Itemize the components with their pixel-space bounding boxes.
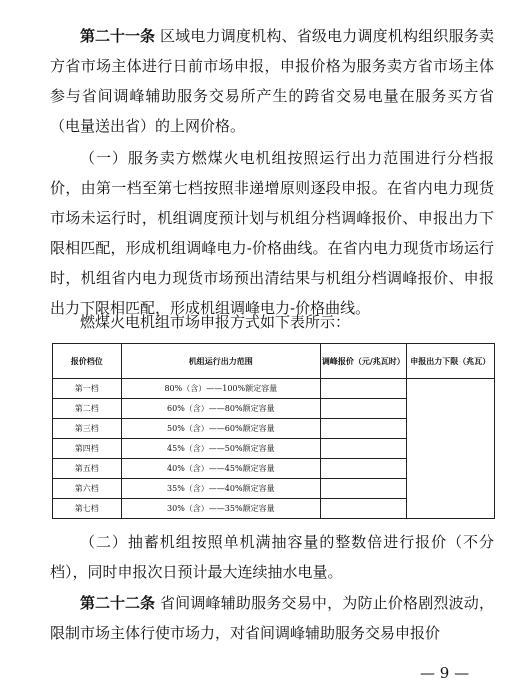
range-cell: 45%（含）——50%额定容量: [121, 439, 321, 459]
range-cell: 60%（含）——80%额定容量: [121, 399, 321, 419]
range-cell: 80%（含）——100%额定容量: [121, 379, 321, 399]
range-cell: 40%（含）——45%额定容量: [121, 459, 321, 479]
price-cell: [321, 419, 406, 439]
tier-cell: 第四档: [53, 439, 122, 459]
article-22-paragraph: [50, 588, 494, 648]
tier-cell: 第二档: [53, 399, 122, 419]
article-21-paragraph: [50, 21, 494, 141]
table-caption: 燃煤火电机组市场申报方式如下表所示：: [80, 313, 351, 331]
range-cell: 50%（含）——60%额定容量: [121, 419, 321, 439]
article-21-body: 区域电力调度机构、省级电力调度机构组织服务卖方省市场主体进行日前市场申报，申报价格为服务卖方省市场主体参与省间调峰辅助服务交易所产生的跨省交易电量在服务买方省（电量送出省）的上网价格。: [50, 27, 494, 135]
header-min-output: 申报出力下限（兆瓦）: [406, 344, 494, 379]
item-1-paragraph: （一）服务卖方燃煤火电机组按照运行出力范围进行分档报价，由第一档至第七档按照非递增原则逐段申报。在省内电力现货市场未运行时，机组调度预计划与机组分档调峰报价、申报出力下限相匹配，形成机组调峰电力-价格曲线。在省内电力现货市场运行时，机组省内电力现货市场预出清结果与机组分档调峰报价、申报出力下限相匹配，形成机组调峰电力-价格曲线。: [50, 149, 494, 317]
price-cell: [321, 439, 406, 459]
price-cell: [321, 459, 406, 479]
article-21-lead: 第二十一条: [80, 27, 156, 45]
header-tier: 报价档位: [53, 344, 122, 379]
article-22-body: 省间调峰辅助服务交易中，为防止价格剧烈波动，限制市场主体行使市场力，对省间调峰辅助服务交易申报价: [50, 594, 494, 642]
article-22-lead: 第二十二条: [80, 594, 156, 612]
table-row: [53, 379, 495, 399]
price-cell: [321, 379, 406, 399]
tier-cell: 第五档: [53, 459, 122, 479]
page-number: — 9 —: [420, 664, 470, 682]
price-cell: [321, 399, 406, 419]
header-price: 调峰报价（元/兆瓦时）: [321, 344, 406, 379]
range-cell: 35%（含）——40%额定容量: [121, 479, 321, 499]
min-output-cell: [406, 379, 494, 519]
table-header-row: [53, 344, 495, 379]
item-2-paragraph: （二）抽蓄机组按照单机满抽容量的整数倍进行报价（不分档），同时申报次日预计最大连续抽水电量。: [50, 533, 494, 581]
tier-cell: 第六档: [53, 479, 122, 499]
header-range: 机组运行出力范围: [121, 344, 321, 379]
tier-cell: 第三档: [53, 419, 122, 439]
bid-tier-table: [52, 343, 495, 519]
tier-cell: 第七档: [53, 499, 122, 519]
price-cell: [321, 499, 406, 519]
tier-cell: 第一档: [53, 379, 122, 399]
price-cell: [321, 479, 406, 499]
range-cell: 30%（含）——35%额定容量: [121, 499, 321, 519]
